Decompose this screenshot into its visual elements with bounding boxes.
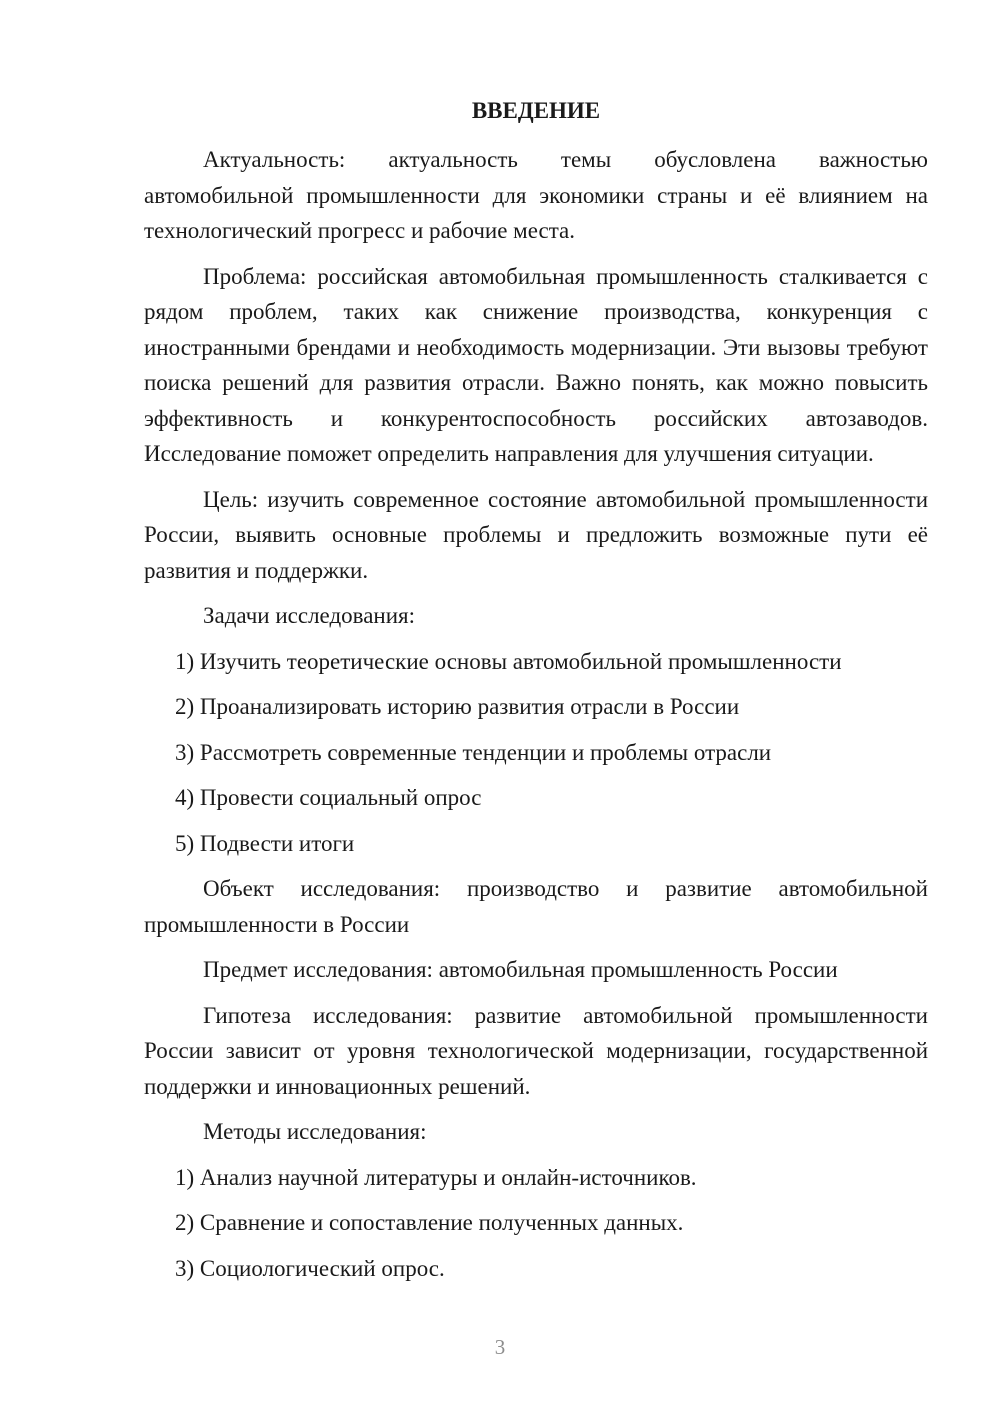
- method-item: 2) Сравнение и сопоставление полученных данных.: [175, 1210, 684, 1235]
- method-item: 1) Анализ научной литературы и онлайн-источников.: [175, 1164, 697, 1190]
- task-item: 4) Провести социальный опрос: [175, 785, 482, 810]
- document-body: [144, 96, 928, 1296]
- goal-paragraph: Цель: изучить современное состояние автомобильной промышленности России, выявить основные проблемы и предложить возможные пути её развития и поддержки.: [144, 486, 928, 583]
- method-item: 3) Социологический опрос.: [175, 1255, 445, 1281]
- task-item: 1) Изучить теоретические основы автомобильной промышленности: [175, 648, 842, 674]
- relevance-paragraph: Актуальность: актуальность темы обусловлена важностью автомобильной промышленности для экономики страны и её влиянием на технологический прогресс и рабочие места.: [144, 147, 928, 243]
- object-paragraph: Объект исследования: производство и развитие автомобильной промышленности в России: [144, 876, 928, 937]
- task-item: 3) Рассмотреть современные тенденции и проблемы отрасли: [175, 739, 772, 765]
- hypothesis-paragraph: Гипотеза исследования: развитие автомобильной промышленности России зависит от уровня технологической модернизации, государственной поддержки и инновационных решений.: [144, 1002, 928, 1099]
- task-item: 2) Проанализировать историю развития отрасли в России: [175, 694, 740, 719]
- task-item: 5) Подвести итоги: [175, 830, 355, 856]
- subject-paragraph: Предмет исследования: автомобильная промышленность России: [203, 957, 838, 982]
- section-title: ВВЕДЕНИЕ: [471, 98, 601, 123]
- page-number: 3: [494, 1335, 506, 1359]
- methods-heading: Методы исследования:: [203, 1119, 427, 1144]
- problem-paragraph: Проблема: российская автомобильная промышленность сталкивается с рядом проблем, таких как снижение производства, конкуренция с иностранными брендами и необходимость модернизации. Эти вызовы требуют поиска решений для развития отрасли. Важно понять, как можно повысить эффективность и конкурентоспособность российских автозаводов. Исследование поможет определить направления для улучшения ситуации.: [144, 263, 928, 466]
- tasks-heading: Задачи исследования:: [203, 603, 416, 628]
